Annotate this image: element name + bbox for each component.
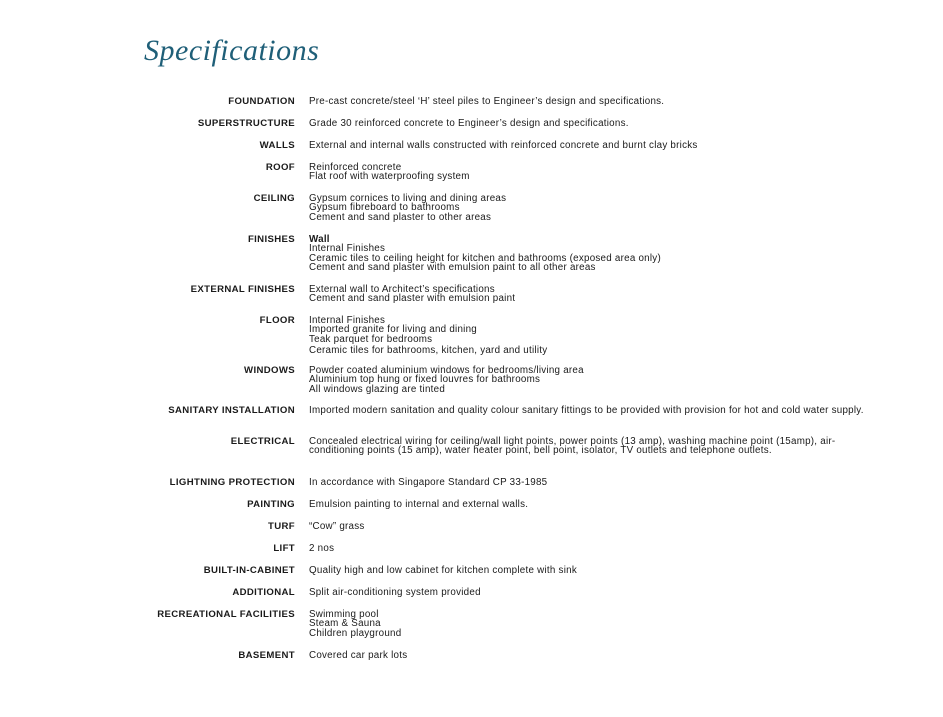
spec-label: FOUNDATION bbox=[228, 96, 295, 107]
spec-values bbox=[309, 194, 899, 222]
spec-label: EXTERNAL FINISHES bbox=[190, 284, 295, 295]
spec-label: RECREATIONAL FACILITIES bbox=[157, 609, 295, 620]
spec-label: ROOF bbox=[265, 162, 295, 173]
spec-line: Gypsum cornices to living and dining areas bbox=[309, 193, 507, 204]
spec-label: FLOOR bbox=[259, 315, 295, 326]
spec-label: WALLS bbox=[259, 140, 295, 151]
spec-line: Flat roof with waterproofing system bbox=[309, 171, 470, 183]
spec-line: 2 nos bbox=[309, 543, 335, 554]
spec-label: SANITARY INSTALLATION bbox=[168, 405, 295, 416]
spec-label: LIGHTNING PROTECTION bbox=[169, 477, 295, 488]
spec-values bbox=[309, 366, 899, 394]
spec-line: Grade 30 reinforced concrete to Engineer’s design and specifications. bbox=[309, 118, 629, 129]
spec-line: In accordance with Singapore Standard CP 33-1985 bbox=[309, 477, 548, 488]
spec-values bbox=[309, 97, 899, 106]
spec-line: Reinforced concrete bbox=[309, 162, 402, 173]
spec-label: WINDOWS bbox=[244, 365, 295, 376]
spec-line: Imported granite for living and dining bbox=[309, 324, 477, 336]
spec-line: Teak parquet for bedrooms bbox=[309, 333, 433, 345]
spec-values bbox=[309, 235, 899, 273]
spec-line: External and internal walls constructed with reinforced concrete and burnt clay bricks bbox=[309, 140, 698, 151]
spec-values bbox=[309, 163, 899, 182]
spec-values bbox=[309, 478, 899, 487]
spec-values bbox=[309, 119, 899, 128]
spec-line: Steam & Sauna bbox=[309, 618, 381, 630]
page-title: Specifications bbox=[144, 34, 320, 67]
spec-line: Internal Finishes bbox=[309, 243, 386, 255]
spec-label: TURF bbox=[268, 521, 295, 532]
spec-values bbox=[309, 285, 899, 304]
spec-values bbox=[309, 544, 899, 553]
spec-label: BASEMENT bbox=[238, 650, 295, 661]
spec-values bbox=[309, 141, 899, 150]
spec-line: Internal Finishes bbox=[309, 315, 386, 326]
spec-label: BUILT-IN-CABINET bbox=[203, 565, 295, 576]
spec-subheading: Wall bbox=[309, 234, 330, 245]
spec-line: Emulsion painting to internal and external walls. bbox=[309, 499, 529, 510]
spec-values bbox=[309, 588, 899, 597]
spec-values bbox=[309, 437, 889, 456]
spec-line: Concealed electrical wiring for ceiling/wall light points, power points (13 amp), washing machine point (15amp), air-conditioning points (15 amp), water heater point, bell point, isolator, TV outlets and telephone outlets. bbox=[309, 436, 836, 457]
spec-label: LIFT bbox=[273, 543, 295, 554]
spec-line: External wall to Architect’s specifications bbox=[309, 284, 495, 295]
spec-line: Cement and sand plaster to other areas bbox=[309, 211, 492, 223]
spec-values bbox=[309, 522, 899, 531]
spec-line: Swimming pool bbox=[309, 609, 379, 620]
spec-line: Cement and sand plaster with emulsion paint bbox=[309, 293, 516, 305]
spec-line: Imported modern sanitation and quality colour sanitary fittings to be provided with provision for hot and cold water supply. bbox=[309, 405, 864, 416]
spec-label: ADDITIONAL bbox=[232, 587, 295, 598]
spec-values bbox=[309, 566, 899, 575]
spec-line: Gypsum fibreboard to bathrooms bbox=[309, 202, 460, 214]
spec-line: Split air-conditioning system provided bbox=[309, 587, 481, 598]
spec-label: ELECTRICAL bbox=[230, 436, 295, 447]
spec-line: Pre-cast concrete/steel ‘H’ steel piles to Engineer’s design and specifications. bbox=[309, 96, 665, 107]
spec-line: Ceramic tiles for bathrooms, kitchen, yard and utility bbox=[309, 345, 548, 357]
spec-label: SUPERSTRUCTURE bbox=[197, 118, 295, 129]
spec-line: Ceramic tiles to ceiling height for kitchen and bathrooms (exposed area only) bbox=[309, 252, 661, 264]
spec-line: All windows glazing are tinted bbox=[309, 383, 446, 395]
spec-line: Cement and sand plaster with emulsion paint to all other areas bbox=[309, 262, 596, 274]
spec-values bbox=[309, 406, 881, 415]
spec-label: FINISHES bbox=[247, 234, 295, 245]
spec-values bbox=[309, 316, 899, 356]
spec-line: Aluminium top hung or fixed louvres for bathrooms bbox=[309, 374, 541, 386]
spec-values bbox=[309, 651, 899, 660]
spec-line: Children playground bbox=[309, 627, 402, 639]
spec-line: Powder coated aluminium windows for bedrooms/living area bbox=[309, 365, 584, 376]
spec-label: PAINTING bbox=[247, 499, 295, 510]
spec-values bbox=[309, 500, 899, 509]
spec-label: CEILING bbox=[253, 193, 295, 204]
spec-line: “Cow” grass bbox=[309, 521, 365, 532]
spec-line: Covered car park lots bbox=[309, 650, 408, 661]
spec-values bbox=[309, 610, 899, 638]
spec-line: Quality high and low cabinet for kitchen complete with sink bbox=[309, 565, 577, 576]
